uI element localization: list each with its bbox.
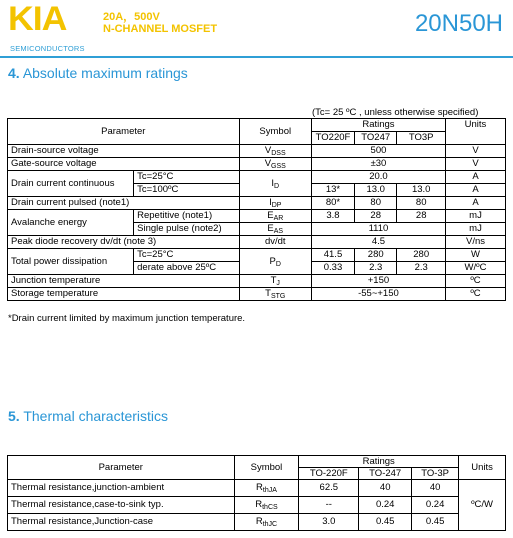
- table-row: [8, 145, 506, 158]
- header-pkg-to220f: TO220F: [311, 132, 354, 145]
- header-divider: [0, 56, 513, 58]
- row-value: ±30: [311, 158, 445, 171]
- product-type: N-CHANNEL MOSFET: [103, 23, 218, 35]
- row-symbol: [234, 480, 299, 497]
- row-unit: V: [445, 158, 505, 171]
- symbol-subscript: STG: [270, 293, 286, 300]
- row-value-to3p: 2.3: [397, 262, 446, 275]
- row-symbol: dv/dt: [239, 236, 311, 249]
- row-condition: Repetitive (note1): [134, 210, 239, 223]
- symbol-text: E: [267, 223, 274, 234]
- row-param: Gate-source voltage: [8, 158, 240, 171]
- symbol-subscript: DSS: [271, 150, 286, 157]
- header-ratings: Ratings: [299, 456, 459, 468]
- symbol-text: R: [255, 499, 263, 510]
- row-value-to3p: 280: [397, 249, 446, 262]
- symbol-text: P: [269, 255, 276, 267]
- section-title-text: Absolute maximum ratings: [22, 65, 188, 81]
- symbol-subscript: thJC: [262, 521, 278, 528]
- row-value-to220f: 41.5: [311, 249, 354, 262]
- table-header-row: [8, 119, 506, 132]
- row-symbol: [239, 249, 311, 275]
- row-unit: V/ns: [445, 236, 505, 249]
- symbol-subscript: AR: [273, 215, 284, 222]
- row-symbol: [234, 497, 299, 514]
- row-value-to3p: 0.45: [412, 514, 459, 531]
- row-value-to220f: 3.0: [299, 514, 359, 531]
- symbol-text: V: [264, 158, 272, 169]
- row-symbol: [239, 171, 311, 197]
- row-value-to220f: 13*: [311, 184, 354, 197]
- symbol-text: T: [265, 288, 271, 299]
- row-value-to220f: --: [299, 497, 359, 514]
- row-condition: Tc=25°C: [134, 249, 239, 262]
- symbol-subscript: D: [275, 260, 281, 268]
- table-header-row: [8, 456, 506, 468]
- row-param: Drain current pulsed (note1): [8, 197, 240, 210]
- row-value-to247: 40: [359, 480, 412, 497]
- symbol-subscript: DP: [271, 202, 282, 209]
- symbol-subscript: D: [274, 182, 280, 190]
- symbol-subscript: thJA: [262, 487, 277, 494]
- row-value: 20.0: [311, 171, 445, 184]
- row-condition: Tc=100ºC: [134, 184, 239, 197]
- row-param: Avalanche energy: [8, 210, 134, 236]
- row-unit: A: [445, 197, 505, 210]
- row-symbol: [239, 145, 311, 158]
- row-value: +150: [311, 275, 445, 288]
- symbol-subscript: thCS: [262, 504, 278, 511]
- row-unit: V: [445, 145, 505, 158]
- header-symbol: Symbol: [239, 119, 311, 145]
- row-param: Drain current continuous: [8, 171, 134, 197]
- row-unit: A: [445, 184, 505, 197]
- row-value: 500: [311, 145, 445, 158]
- symbol-subscript: AS: [273, 228, 284, 235]
- absolute-max-ratings-table: [7, 118, 506, 301]
- row-value-to247: 13.0: [355, 184, 397, 197]
- symbol-text: R: [255, 516, 263, 527]
- row-unit: mJ: [445, 210, 505, 223]
- row-value-to247: 80: [355, 197, 397, 210]
- table-row: [8, 275, 506, 288]
- row-value: -55~+150: [311, 288, 445, 301]
- table-row: [8, 249, 506, 262]
- row-param: Storage temperature: [8, 288, 240, 301]
- row-param: Junction temperature: [8, 275, 240, 288]
- row-value-to247: 0.24: [359, 497, 412, 514]
- table-row: [8, 514, 506, 531]
- row-value-to3p: 0.24: [412, 497, 459, 514]
- header-parameter: Parameter: [8, 119, 240, 145]
- condition-note: (Tc= 25 ºC , unless otherwise specified): [312, 107, 479, 118]
- product-rating: 20A，500V: [103, 11, 160, 23]
- symbol-text: V: [264, 145, 272, 156]
- table-row: [8, 480, 506, 497]
- row-value-to220f: 62.5: [299, 480, 359, 497]
- value-text: 80: [325, 197, 337, 208]
- row-value-to3p: 40: [412, 480, 459, 497]
- symbol-text: I: [271, 177, 275, 189]
- row-value: 4.5: [311, 236, 445, 249]
- row-param: Drain-source voltage: [8, 145, 240, 158]
- row-condition: Single pulse (note2): [134, 223, 239, 236]
- company-logo: KIA: [8, 0, 67, 38]
- header-symbol: Symbol: [234, 456, 299, 480]
- row-unit: ºC/W: [459, 480, 506, 531]
- header-pkg-to247: TO247: [355, 132, 397, 145]
- symbol-text: R: [256, 482, 263, 493]
- table-row: [8, 497, 506, 514]
- symbol-text: T: [270, 275, 277, 286]
- row-value-to220f: 3.8: [311, 210, 354, 223]
- row-value-to247: 0.45: [359, 514, 412, 531]
- row-value-to3p: 80: [397, 197, 446, 210]
- row-value-to220f: 80*: [311, 197, 354, 210]
- symbol-subscript: J: [276, 280, 280, 287]
- section-title-text: Thermal characteristics: [23, 408, 169, 424]
- row-value: 1110: [311, 223, 445, 236]
- row-symbol: [239, 288, 311, 301]
- section-number: 4.: [8, 65, 20, 81]
- table-row: [8, 236, 506, 249]
- table-row: [8, 197, 506, 210]
- header-units: Units: [459, 456, 506, 480]
- header-pkg-to220f: TO-220F: [299, 468, 359, 480]
- row-unit: W/ºC: [445, 262, 505, 275]
- row-symbol: [239, 223, 311, 236]
- row-value-to247: 280: [355, 249, 397, 262]
- row-unit: mJ: [445, 223, 505, 236]
- row-symbol: [239, 210, 311, 223]
- page-header: [0, 0, 513, 53]
- row-param: Total power dissipation: [8, 249, 134, 275]
- header-ratings: Ratings: [311, 119, 445, 132]
- section-title-thermal: [8, 408, 168, 424]
- row-condition: Tc=25°C: [134, 171, 239, 184]
- header-units: Units: [445, 119, 505, 145]
- row-param: Thermal resistance,junction-ambient: [8, 480, 235, 497]
- row-unit: W: [445, 249, 505, 262]
- row-symbol: [239, 197, 311, 210]
- row-value-to3p: 13.0: [397, 184, 446, 197]
- value-text: 13: [325, 184, 337, 195]
- section-title-absolute-max: [8, 65, 188, 81]
- row-param: Thermal resistance,case-to-sink typ.: [8, 497, 235, 514]
- header-pkg-to3p: TO3P: [397, 132, 446, 145]
- row-value-to247: 2.3: [355, 262, 397, 275]
- row-param: Thermal resistance,Junction-case: [8, 514, 235, 531]
- footnote: *Drain current limited by maximum junction temperature.: [8, 313, 246, 324]
- row-symbol: [234, 514, 299, 531]
- table-row: [8, 158, 506, 171]
- thermal-characteristics-table: [7, 455, 506, 531]
- symbol-text: I: [269, 197, 272, 208]
- row-value-to220f: 0.33: [311, 262, 354, 275]
- table-row: [8, 210, 506, 223]
- row-condition: derate above 25ºC: [134, 262, 239, 275]
- row-param: Peak diode recovery dv/dt (note 3): [8, 236, 240, 249]
- row-symbol: [239, 275, 311, 288]
- row-value-to247: 28: [355, 210, 397, 223]
- header-pkg-to247: TO-247: [359, 468, 412, 480]
- row-unit: ºC: [445, 288, 505, 301]
- company-logo-subtitle: SEMICONDUCTORS: [10, 44, 85, 53]
- row-unit: A: [445, 171, 505, 184]
- table-row: [8, 171, 506, 184]
- row-value-to3p: 28: [397, 210, 446, 223]
- header-pkg-to3p: TO-3P: [412, 468, 459, 480]
- symbol-text: E: [267, 210, 274, 221]
- row-unit: ºC: [445, 275, 505, 288]
- header-parameter: Parameter: [8, 456, 235, 480]
- row-symbol: [239, 158, 311, 171]
- part-number: 20N50H: [414, 10, 503, 37]
- section-number: 5.: [8, 408, 20, 424]
- symbol-subscript: GSS: [271, 163, 286, 170]
- table-row: [8, 288, 506, 301]
